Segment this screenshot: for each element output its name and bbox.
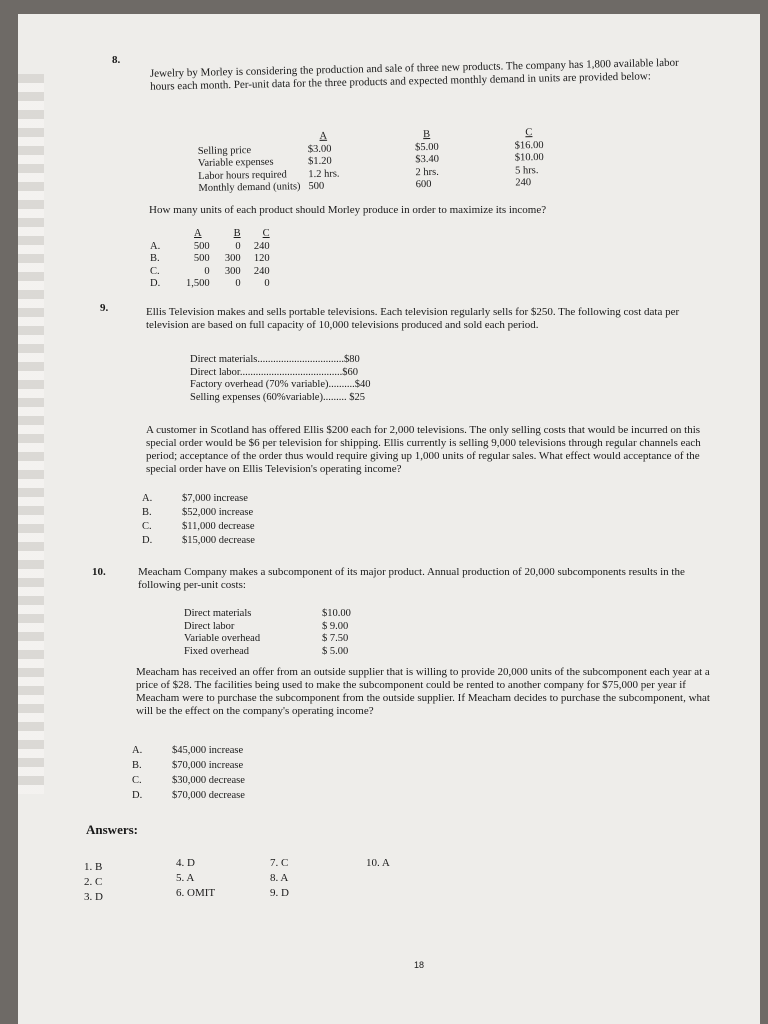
table-row: Selling expenses (60%variable)......... $25	[190, 391, 365, 403]
q8-question: How many units of each product should Morley produce in order to maximize its income?	[149, 204, 547, 216]
q10-option-a: A. $45,000 increase	[132, 745, 244, 756]
table-row: Factory overhead (70% variable)..........$40	[190, 379, 371, 390]
q8-options-table	[146, 228, 274, 291]
document-page	[18, 14, 760, 1024]
table-row: Variable overhead $ 7.50	[184, 633, 349, 644]
q10-question: Meacham has received an offer from an outside supplier that is willing to provide 20,000 units of the subcomponent each year at a price of $28. The facilities being used to make the subcomponent could be rented to another company for $75,000 per year if Meacham were to purchase the subcomponent from the outside supplier. If Meacham decides to purchase the subcomponent, what will be the effect on the company's operating income?	[136, 666, 710, 717]
q9-number: 9.	[100, 302, 109, 314]
option-row: D. 1,500 0 0	[150, 278, 270, 289]
torn-left-edge	[18, 74, 44, 794]
q8-data-table	[193, 127, 548, 196]
q8-number: 8.	[112, 54, 121, 66]
option-row: A. 500 0 240	[150, 240, 270, 252]
table-row: Variable expenses $1.20 $3.40 $10.00	[197, 151, 544, 170]
col-b-header: B	[423, 128, 431, 141]
table-row: Selling price $3.00 $5.00 $16.00	[197, 139, 544, 157]
table-row: Fixed overhead $ 5.00	[184, 645, 349, 657]
table-row: Direct labor $ 9.00	[184, 620, 349, 632]
q10-option-b: B. $70,000 increase	[132, 760, 244, 771]
answers-heading: Answers:	[86, 822, 138, 837]
table-row: Direct labor.......................................$60	[190, 366, 358, 378]
table-row: A B C	[194, 228, 270, 239]
answers-col-1: 1. B 2. C 3. D	[84, 861, 103, 903]
q10-option-d: D. $70,000 decrease	[132, 790, 245, 801]
q8-text: Jewelry by Morley is considering the production and sale of three new products. The company has 1,800 available labor hours each month. Per-unit data for the three products and expected monthly demand in units are provided below:	[149, 56, 679, 93]
q9-option-d: D. $15,000 decrease	[142, 535, 255, 546]
q10-cost-table	[180, 608, 355, 658]
q9-option-a: A. $7,000 increase	[142, 493, 248, 504]
option-row: C. 0 300 240	[150, 265, 270, 277]
q9-text: Ellis Television makes and sells portable televisions. Each television regularly sells for $250. The following cost data per television are based on full capacity of 10,000 televisions produced and sold each period.	[146, 306, 680, 331]
q10-number: 10.	[92, 566, 106, 578]
q10-text: Meacham Company makes a subcomponent of its major product. Annual production of 20,000 subcomponents results in the following per-unit costs:	[138, 566, 685, 591]
answers-col-3: 7. C 8. A 9. D	[270, 857, 289, 899]
q9-option-c: C. $11,000 decrease	[142, 521, 255, 532]
q9-cost-table	[186, 354, 374, 404]
q9-question: A customer in Scotland has offered Ellis $200 each for 2,000 televisions. The only selling costs that would be incurred on this special order would be $6 per television for shipping. Ellis currently is selling 9,000 televisions through regular channels each period; acceptance of the order thus would require giving up 1,000 units of regular sales. What effect would acceptance of the special order have on Ellis Television's operating income?	[146, 424, 701, 475]
col-c-header: C	[525, 127, 533, 139]
option-row: B. 500 300 120	[150, 253, 270, 264]
table-row: Direct materials.................................$80	[190, 354, 360, 365]
answers-col-4: 10. A	[366, 857, 390, 869]
col-a-header: A	[319, 130, 328, 142]
q10-option-c: C. $30,000 decrease	[132, 775, 245, 786]
q9-option-b: B. $52,000 increase	[142, 507, 254, 518]
table-row: Direct materials $10.00	[184, 608, 351, 619]
table-row: Monthly demand (units) 500 600 240	[198, 177, 532, 195]
table-row: Labor hours required 1.2 hrs. 2 hrs. 5 hrs.	[198, 164, 539, 182]
answers-col-2: 4. D 5. A 6. OMIT	[176, 857, 216, 899]
page-number: 18	[414, 960, 425, 970]
